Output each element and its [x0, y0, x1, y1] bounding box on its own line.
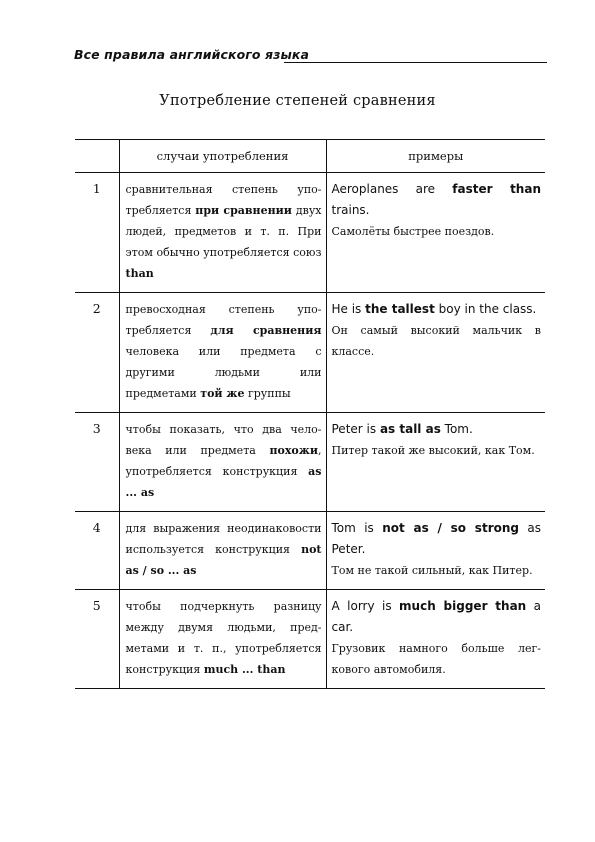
example-russian: Грузовик намного больше легкового автомобиля.	[331, 642, 541, 676]
table-row	[75, 293, 545, 413]
example-text: Tom.	[440, 422, 473, 436]
usage-case-keyword: при сравнении	[195, 204, 292, 217]
table-header-row	[75, 140, 545, 173]
row-number: 1	[75, 173, 119, 293]
example-keyword: not as / so strong	[382, 521, 519, 535]
usage-case-keyword: than	[125, 267, 154, 280]
table-row	[75, 173, 545, 293]
column-header-number	[75, 140, 119, 173]
usage-case-text: для выражения неодинаковости используется конструкция	[125, 522, 322, 556]
usage-case-cell	[119, 590, 326, 689]
example-cell	[326, 512, 545, 590]
example-text: trains.	[331, 203, 370, 217]
example-keyword: much bigger than	[399, 599, 527, 613]
usage-case-text: человека или предмета с другими людьми или предметами	[125, 345, 322, 400]
example-text: He is	[331, 302, 366, 316]
header-rule	[284, 62, 547, 63]
example-text: A lorry is	[331, 599, 400, 613]
usage-case-cell	[119, 293, 326, 413]
example-cell	[326, 293, 545, 413]
usage-case-keyword: not as / so ... as	[125, 543, 322, 577]
example-text: Tom is	[331, 521, 383, 535]
row-number: 4	[75, 512, 119, 590]
example-cell	[326, 590, 545, 689]
usage-case-cell	[119, 413, 326, 512]
running-header	[74, 47, 547, 67]
example-keyword: faster than	[452, 182, 541, 196]
usage-case-keyword: as ... as	[125, 465, 322, 499]
usage-case-text: чтобы подчеркнуть разницу между двумя людьми, предметами и т. п., употребляется конструкция	[125, 600, 322, 676]
usage-case-text: чтобы показать, что два человека или предмета	[125, 423, 322, 457]
usage-case-cell	[119, 512, 326, 590]
page-title: Употребление степеней сравнения	[159, 93, 436, 109]
example-english	[332, 179, 542, 221]
example-russian: Самолёты быстрее поездов.	[331, 225, 495, 238]
running-header-title: Все правила английского языка	[74, 47, 310, 62]
example-english	[332, 518, 542, 560]
usage-case-text: превосходная степень употребляется	[125, 303, 322, 337]
usage-case-cell	[119, 173, 326, 293]
example-text: Aeroplanes are	[331, 182, 453, 196]
usage-case-keyword: much ... than	[203, 663, 286, 676]
table-row	[75, 590, 545, 689]
row-number: 3	[75, 413, 119, 512]
row-number: 5	[75, 590, 119, 689]
usage-case-keyword: для сравнения	[210, 324, 322, 337]
usage-case-text: группы	[244, 387, 291, 400]
table-header	[75, 140, 545, 173]
example-cell	[326, 413, 545, 512]
example-english	[332, 419, 542, 440]
example-text: Peter is	[331, 422, 380, 436]
table-body	[75, 173, 545, 689]
example-text: boy in the class.	[434, 302, 537, 316]
example-english	[332, 299, 542, 320]
column-header-cases: случаи употребления	[119, 140, 326, 173]
example-text: as Peter.	[331, 521, 542, 556]
example-keyword: as tall as	[379, 422, 441, 436]
usage-case-text: , употребляется конструкция	[125, 444, 322, 478]
example-russian: Он самый высокий мальчик в классе.	[331, 324, 541, 358]
row-number: 2	[75, 293, 119, 413]
usage-case-keyword: похожи	[269, 444, 318, 457]
example-english	[332, 596, 542, 638]
column-header-examples: примеры	[326, 140, 545, 173]
example-russian: Питер такой же высокий, как Том.	[331, 444, 535, 457]
rules-table	[75, 139, 545, 689]
usage-case-text: двух людей, предметов и т. п. При этом обычно употребляется союз	[125, 204, 322, 259]
example-russian: Том не такой сильный, как Питер.	[331, 564, 533, 577]
example-keyword: the tallest	[365, 302, 435, 316]
usage-case-text: сравнительная степень употребляется	[125, 183, 322, 217]
example-cell	[326, 173, 545, 293]
example-text: a car.	[331, 599, 542, 634]
table-row	[75, 512, 545, 590]
table-row	[75, 413, 545, 512]
usage-case-keyword: той же	[200, 387, 245, 400]
